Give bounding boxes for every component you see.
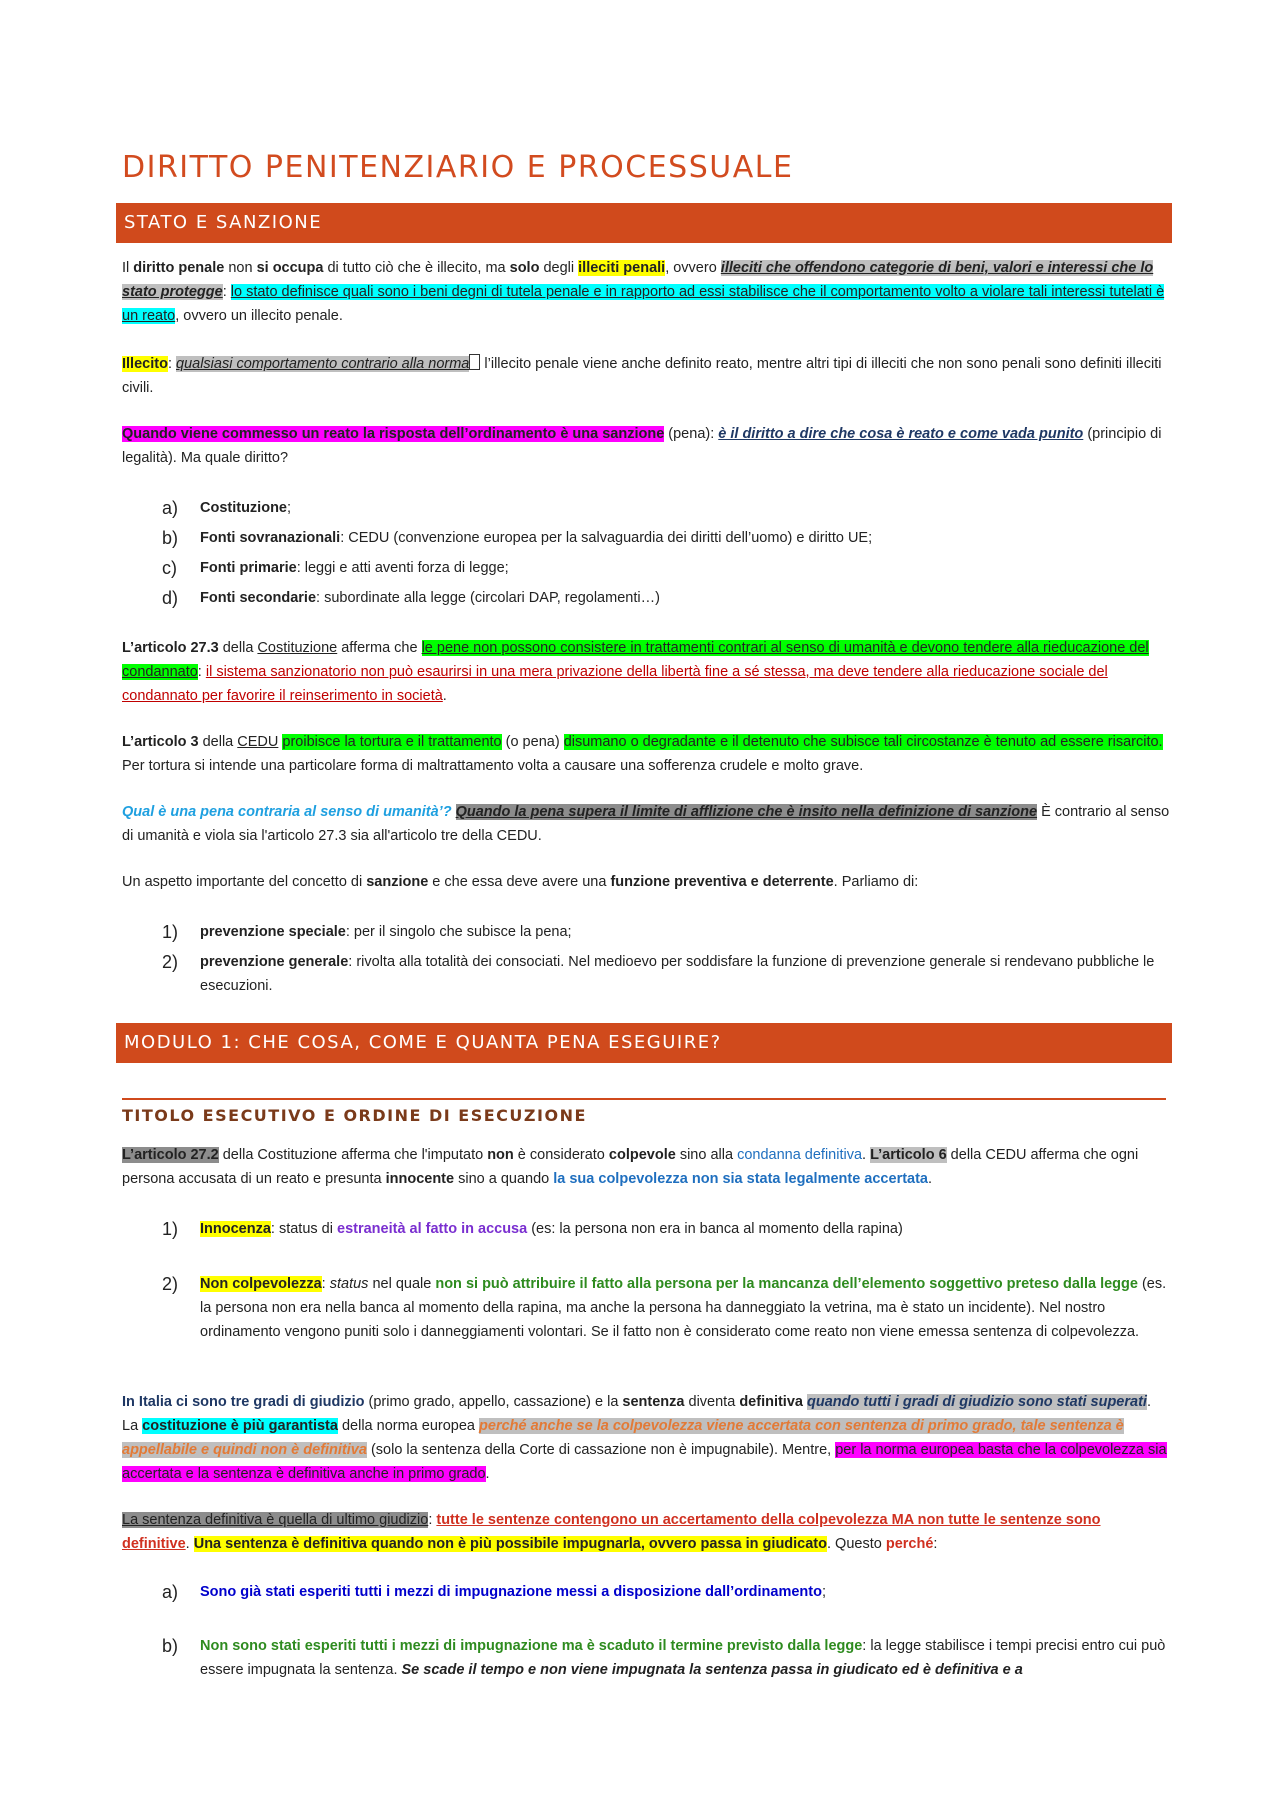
paragraph-articolo-27-2: L’articolo 27.2 della Costituzione afferma che l'imputato non è considerato colpevole sino alla condanna definitiva. L’articolo 6 della CEDU afferma che ogni persona accusata di un reato e presunta innocente sino a quando la sua colpevolezza non sia stata legalmente accertata. — [122, 1147, 1139, 1187]
document-page: DIRITTO PENITENZIARIO E PROCESSUALE STATO E SANZIONE Il diritto penale non si occupa di tutto ciò che è illecito, ma solo degli illeciti penali, ovvero illeciti che offendono categorie di beni, valori e interessi che lo stato protegge: lo stato definisce quali sono i beni degni di tutela penale e in rapporto ad essi stabilisce che il comportamento volto a violare tali interessi tutelati è un reato, ovvero un illecito penale. Illecito: qualsiasi comportamento contrario alla norma l’illecito penale viene anche definito reato, mentre altri tipi di illeciti che non sono penali sono definiti illeciti civili. Quando viene commesso un reato la risposta dell’ordinamento è una sanzione (pena): è il diritto a dire che cosa è reato e come vada punito (principio di legalità). Ma quale diritto? a) Costituzione; b) Fonti sovranazionali: CEDU (convenzione europea per la salvaguardia dei diritti dell’uomo) e diritto UE; c) Fonti primarie: leggi e atti aventi forza di legge; d) Fonti secondarie: subordinate alla legge (circolari DAP, regolamenti…) L’articolo 27.3 della Costituzione afferma che le pene non possono consistere in trattamenti contrari al senso di umanità e devono tendere alla rieducazione del condannato: il sistema sanzionatorio non può esaurirsi in una mera privazione della libertà fine a sé stessa, ma deve tendere alla rieducazione sociale del condannato per favorire il reinserimento in società. L’articolo 3 della CEDU proibisce la tortura e il trattamento (o pena) disumano o degradante e il detenuto che subisce tali circostanze è tenuto ad essere risarcito. Per tortura si intende una particolare forma di maltrattamento volta a causare una sofferenza crudele e molto grave. Qual è una pena contraria al senso di umanità’? Quando la pena supera il limite di afflizione che è insito nella definizione di sanzione È contrario al senso di umanità e viola sia l'articolo 27.3 sia all'articolo tre della CEDU. Un aspetto importante del concetto di sanzione e che essa deve avere una funzione preventiva e deterrente. Parliamo di: 1) prevenzione speciale: per il singolo che subisce la pena; 2) prevenzione generale: rivolta alla totalità dei consociati. Nel medioevo per soddisfare la funzione di prevenzione generale si rendevano pubbliche le esecuzioni. MODULO 1: CHE COSA, COME E QUANTA PENA ESEGUIRE? TITOLO ESECUTIVO E ORDINE DI ESECUZIONE L’articolo 27.2 della Costituzione afferma che l'imputato non è considerato colpevole sino alla condanna definitiva. L’articolo 6 della CEDU afferma che ogni persona accusata di un reato e presunta innocente sino a quando la sua colpevolezza non sia stata legalmente accertata. 1) Innocenza: status di estraneità al fatto in accusa (es: la persona non era in banca al momento della rapina) 2) Non colpevolezza: status nel quale non si può attribuire il fatto alla persona per la mancanza dell’elemento soggettivo preteso dalla legge (es. la persona non era nella banca al momento della rapina, ma anche la persona ha danneggiato la vetrina, ma è stato un incidente). Nel nostro ordinamento vengono puniti solo i danneggiamenti volontari. Se il fatto non è considerato come reato non viene emessa sentenza di colpevolezza. In Italia ci sono tre gradi di giudizio (primo grado, appello, cassazione) e la sentenza diventa definitiva quando tutti i gradi di giudizio sono stati superati. La costituzione è più garantista della norma europea perché anche se la colpevolezza viene accertata con sentenza di primo grado, tale sentenza è appellabile e quindi non è definitiva (solo la sentenza della Corte di cassazione non è impugnabile). Mentre, per la norma europea basta che la colpevolezza sia accertata e la sentenza è definitiva anche in primo grado. La sentenza definitiva è quella di ultimo giudizio: tutte le sentenze contengono un accertamento della colpevolezza MA non tutte le sentenze sono definitive. Una sentenza è definitiva quando non è più possibile impugnarla, ovvero passa in giudicato. Questo perché: a) Sono già stati esperiti tutti i mezzi di impugnazione messi a disposizione dall’ordinamento; b) Non sono stati esperiti tutti i mezzi di impugnazione ma è scaduto il termine previsto dalla legge: la legge stabilisce i tempi precisi entro cui può essere impugnata la sentenza. Se scade il tempo e non viene impugnata la sentenza passa in giudicato ed è definitiva e a — [0, 0, 1280, 1811]
paragraph-sentenza-definitiva: La sentenza definitiva è quella di ultimo giudizio: tutte le sentenze contengono un accertamento della colpevolezza MA non tutte le sentenze sono definitive. Una sentenza è definitiva quando non è più possibile impugnarla, ovvero passa in giudicato. Questo perché: — [122, 1512, 1101, 1552]
subheading-rule — [122, 1098, 1166, 1100]
paragraph-gradi-di-giudizio: In Italia ci sono tre gradi di giudizio (primo grado, appello, cassazione) e la sentenza diventa definitiva quando tutti i gradi di giudizio sono stati superati. La costituzione è più garantista della norma europea perché anche se la colpevolezza viene accertata con sentenza di primo grado, tale sentenza è appellabile e quindi non è definitiva (solo la sentenza della Corte di cassazione non è impugnabile). Mentre, per la norma europea basta che la colpevolezza sia accertata e la sentenza è definitiva anche in primo grado. — [122, 1394, 1167, 1482]
paragraph-sanzione: Quando viene commesso un reato la risposta dell’ordinamento è una sanzione (pena): è il diritto a dire che cosa è reato e come vada punito (principio di legalità). Ma quale diritto? — [122, 426, 1162, 466]
section-heading-stato-e-sanzione: STATO E SANZIONE — [116, 203, 1172, 243]
arrow-glyph-icon — [469, 354, 480, 370]
paragraph-funzione-preventiva: Un aspetto importante del concetto di sanzione e che essa deve avere una funzione preventiva e deterrente. Parliamo di: — [122, 874, 919, 890]
document-title: DIRITTO PENITENZIARIO E PROCESSUALE — [122, 150, 794, 185]
section-heading-modulo-1: MODULO 1: CHE COSA, COME E QUANTA PENA ESEGUIRE? — [116, 1023, 1172, 1063]
paragraph-diritto-penale: Il diritto penale non si occupa di tutto ciò che è illecito, ma solo degli illeciti penali, ovvero illeciti che offendono categorie di beni, valori e interessi che lo stato protegge: lo stato definisce quali sono i beni degni di tutela penale e in rapporto ad essi stabilisce che il comportamento volto a violare tali interessi tutelati è un reato, ovvero un illecito penale. — [122, 260, 1165, 324]
paragraph-illecito: Illecito: qualsiasi comportamento contrario alla norma l’illecito penale viene anche definito reato, mentre altri tipi di illeciti che non sono penali sono definiti illeciti civili. — [122, 356, 1162, 396]
paragraph-articolo-3-cedu: L’articolo 3 della CEDU proibisce la tortura e il trattamento (o pena) disumano o degradante e il detenuto che subisce tali circostanze è tenuto ad essere risarcito. Per tortura si intende una particolare forma di maltrattamento volta a causare una sofferenza crudele e molto grave. — [122, 734, 1163, 774]
subheading-titolo-esecutivo: TITOLO ESECUTIVO E ORDINE DI ESECUZIONE — [122, 1106, 587, 1125]
paragraph-articolo-27-3: L’articolo 27.3 della Costituzione afferma che le pene non possono consistere in trattamenti contrari al senso di umanità e devono tendere alla rieducazione del condannato: il sistema sanzionatorio non può esaurirsi in una mera privazione della libertà fine a sé stessa, ma deve tendere alla rieducazione sociale del condannato per favorire il reinserimento in società. — [122, 640, 1149, 704]
paragraph-pena-contraria: Qual è una pena contraria al senso di umanità’? Quando la pena supera il limite di afflizione che è insito nella definizione di sanzione È contrario al senso di umanità e viola sia l'articolo 27.3 sia all'articolo tre della CEDU. — [122, 804, 1170, 844]
